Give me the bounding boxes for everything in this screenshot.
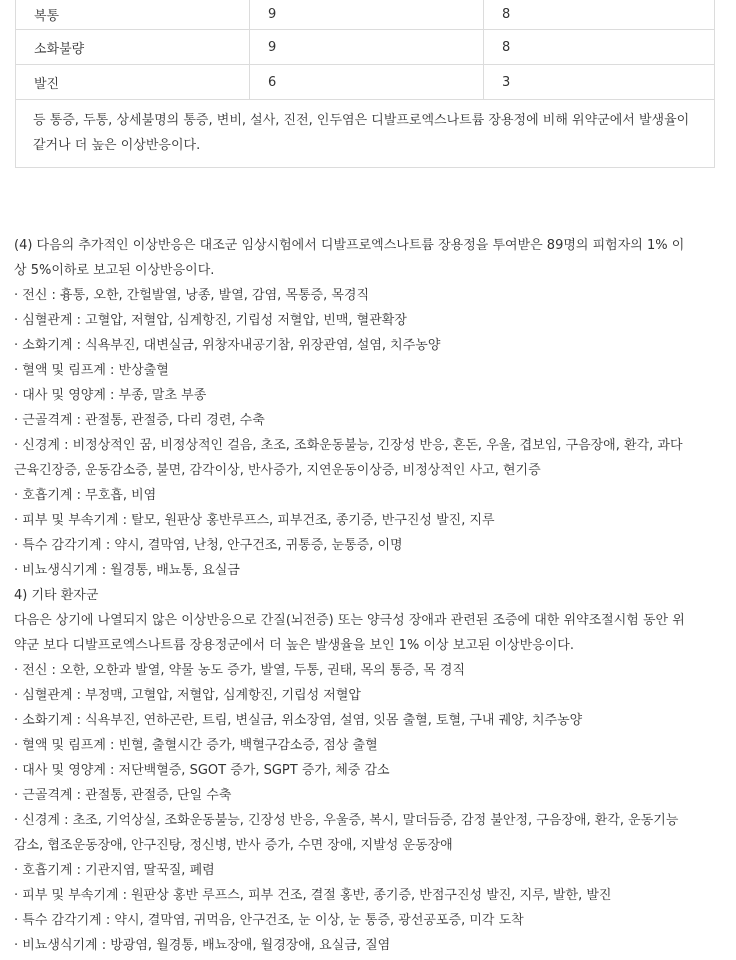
- list-item-continuation: 감소, 협조운동장애, 안구진탕, 정신병, 반사 증가, 수면 장애, 지발성 운동장애: [14, 838, 453, 853]
- value-cell: 8: [484, 30, 715, 65]
- table-row: [16, 65, 715, 100]
- list-item: · 특수 감각기계 : 약시, 결막염, 귀먹음, 안구건조, 눈 이상, 눈 통증, 광선공포증, 미각 도착: [14, 913, 524, 928]
- list-item: · 전신 : 오한, 오한과 발열, 약물 농도 증가, 발열, 두통, 권태, 목의 통증, 목 경직: [14, 663, 466, 678]
- list-item: · 전신 : 흉통, 오한, 간헐발열, 낭종, 발열, 감염, 목통증, 목경직: [14, 288, 370, 303]
- list-item: · 호흡기계 : 무호흡, 비염: [14, 488, 157, 503]
- table-row: [16, 0, 715, 30]
- section-heading: 4) 기타 환자군: [14, 588, 99, 603]
- list-item: · 소화기계 : 식욕부진, 대변실금, 위창자내공기참, 위장관염, 설염, 치주농양: [14, 338, 441, 353]
- list-item: · 호흡기계 : 기관지염, 딸꾹질, 폐렴: [14, 863, 215, 878]
- value-cell: 3: [484, 65, 715, 100]
- symptom-cell: 소화불량: [16, 30, 250, 65]
- symptom-cell: 복통: [16, 0, 250, 30]
- value-cell: 9: [250, 30, 484, 65]
- list-item: · 근골격계 : 관절통, 관절증, 다리 경련, 수축: [14, 413, 265, 428]
- list-item: · 혈액 및 림프계 : 반상출혈: [14, 363, 169, 378]
- other-intro-line: 다음은 상기에 나열되지 않은 이상반응으로 간질(뇌전증) 또는 양극성 장애과 관련된 조증에 대한 위약조절시험 동안 위: [14, 613, 685, 628]
- list-item: · 근골격계 : 관절통, 관절증, 단일 수축: [14, 788, 232, 803]
- list-item-continuation: 근육긴장증, 운동감소증, 불면, 감각이상, 반사증가, 지연운동이상증, 비정상적인 사고, 현기증: [14, 463, 541, 478]
- list-item: · 신경계 : 비정상적인 꿈, 비정상적인 걸음, 초조, 조화운동불능, 긴장성 반응, 혼돈, 우울, 겹보임, 구음장애, 환각, 과다: [14, 438, 683, 453]
- adverse-reactions-text: [14, 233, 714, 958]
- adverse-event-table: [15, 0, 715, 168]
- list-item: · 심혈관계 : 부정맥, 고혈압, 저혈압, 심계항진, 기립성 저혈압: [14, 688, 361, 703]
- table-row: [16, 30, 715, 65]
- list-item: · 심혈관계 : 고혈압, 저혈압, 심계항진, 기립성 저혈압, 빈맥, 혈관확장: [14, 313, 407, 328]
- symptom-cell: 발진: [16, 65, 250, 100]
- other-intro-line: 약군 보다 디발프로엑스나트륨 장용정군에서 더 높은 발생율을 보인 1% 이상 보고된 이상반응이다.: [14, 638, 574, 653]
- section4-intro-line: (4) 다음의 추가적인 이상반응은 대조군 임상시험에서 디발프로엑스나트륨 장용정을 투여받은 89명의 피험자의 1% 이: [14, 238, 685, 253]
- value-cell: 6: [250, 65, 484, 100]
- table-note: 등 통증, 두통, 상세불명의 통증, 변비, 설사, 진전, 인두염은 디발프로엑스나트륨 장용정에 비해 위약군에서 발생율이 같거나 더 높은 이상반응이다.: [16, 100, 715, 168]
- list-item: · 대사 및 영양계 : 저단백혈증, SGOT 증가, SGPT 증가, 체중 감소: [14, 763, 390, 778]
- list-item: · 비뇨생식기계 : 월경통, 배뇨통, 요실금: [14, 563, 240, 578]
- list-item: · 비뇨생식기계 : 방광염, 월경통, 배뇨장애, 월경장애, 요실금, 질염: [14, 938, 391, 953]
- value-cell: 9: [250, 0, 484, 30]
- section4-intro-line: 상 5%이하로 보고된 이상반응이다.: [14, 263, 215, 278]
- list-item: · 혈액 및 림프계 : 빈혈, 출혈시간 증가, 백혈구감소증, 점상 출혈: [14, 738, 378, 753]
- list-item: · 소화기계 : 식욕부진, 연하곤란, 트림, 변실금, 위소장염, 설염, 잇몸 출혈, 토혈, 구내 궤양, 치주농양: [14, 713, 583, 728]
- value-cell: 8: [484, 0, 715, 30]
- list-item: · 특수 감각기계 : 약시, 결막염, 난청, 안구건조, 귀통증, 눈통증, 이명: [14, 538, 403, 553]
- list-item: · 신경계 : 초조, 기억상실, 조화운동불능, 긴장성 반응, 우울증, 복시, 말더듬증, 감정 불안정, 구음장애, 환각, 운동기능: [14, 813, 679, 828]
- list-item: · 피부 및 부속기계 : 탈모, 원판상 홍반루프스, 피부건조, 종기증, 반구진성 발진, 지루: [14, 513, 495, 528]
- list-item: · 대사 및 영양계 : 부종, 말초 부종: [14, 388, 207, 403]
- list-item: · 피부 및 부속기계 : 원판상 홍반 루프스, 피부 건조, 결절 홍반, 종기증, 반점구진성 발진, 지루, 발한, 발진: [14, 888, 612, 903]
- table-note-row: [16, 100, 715, 168]
